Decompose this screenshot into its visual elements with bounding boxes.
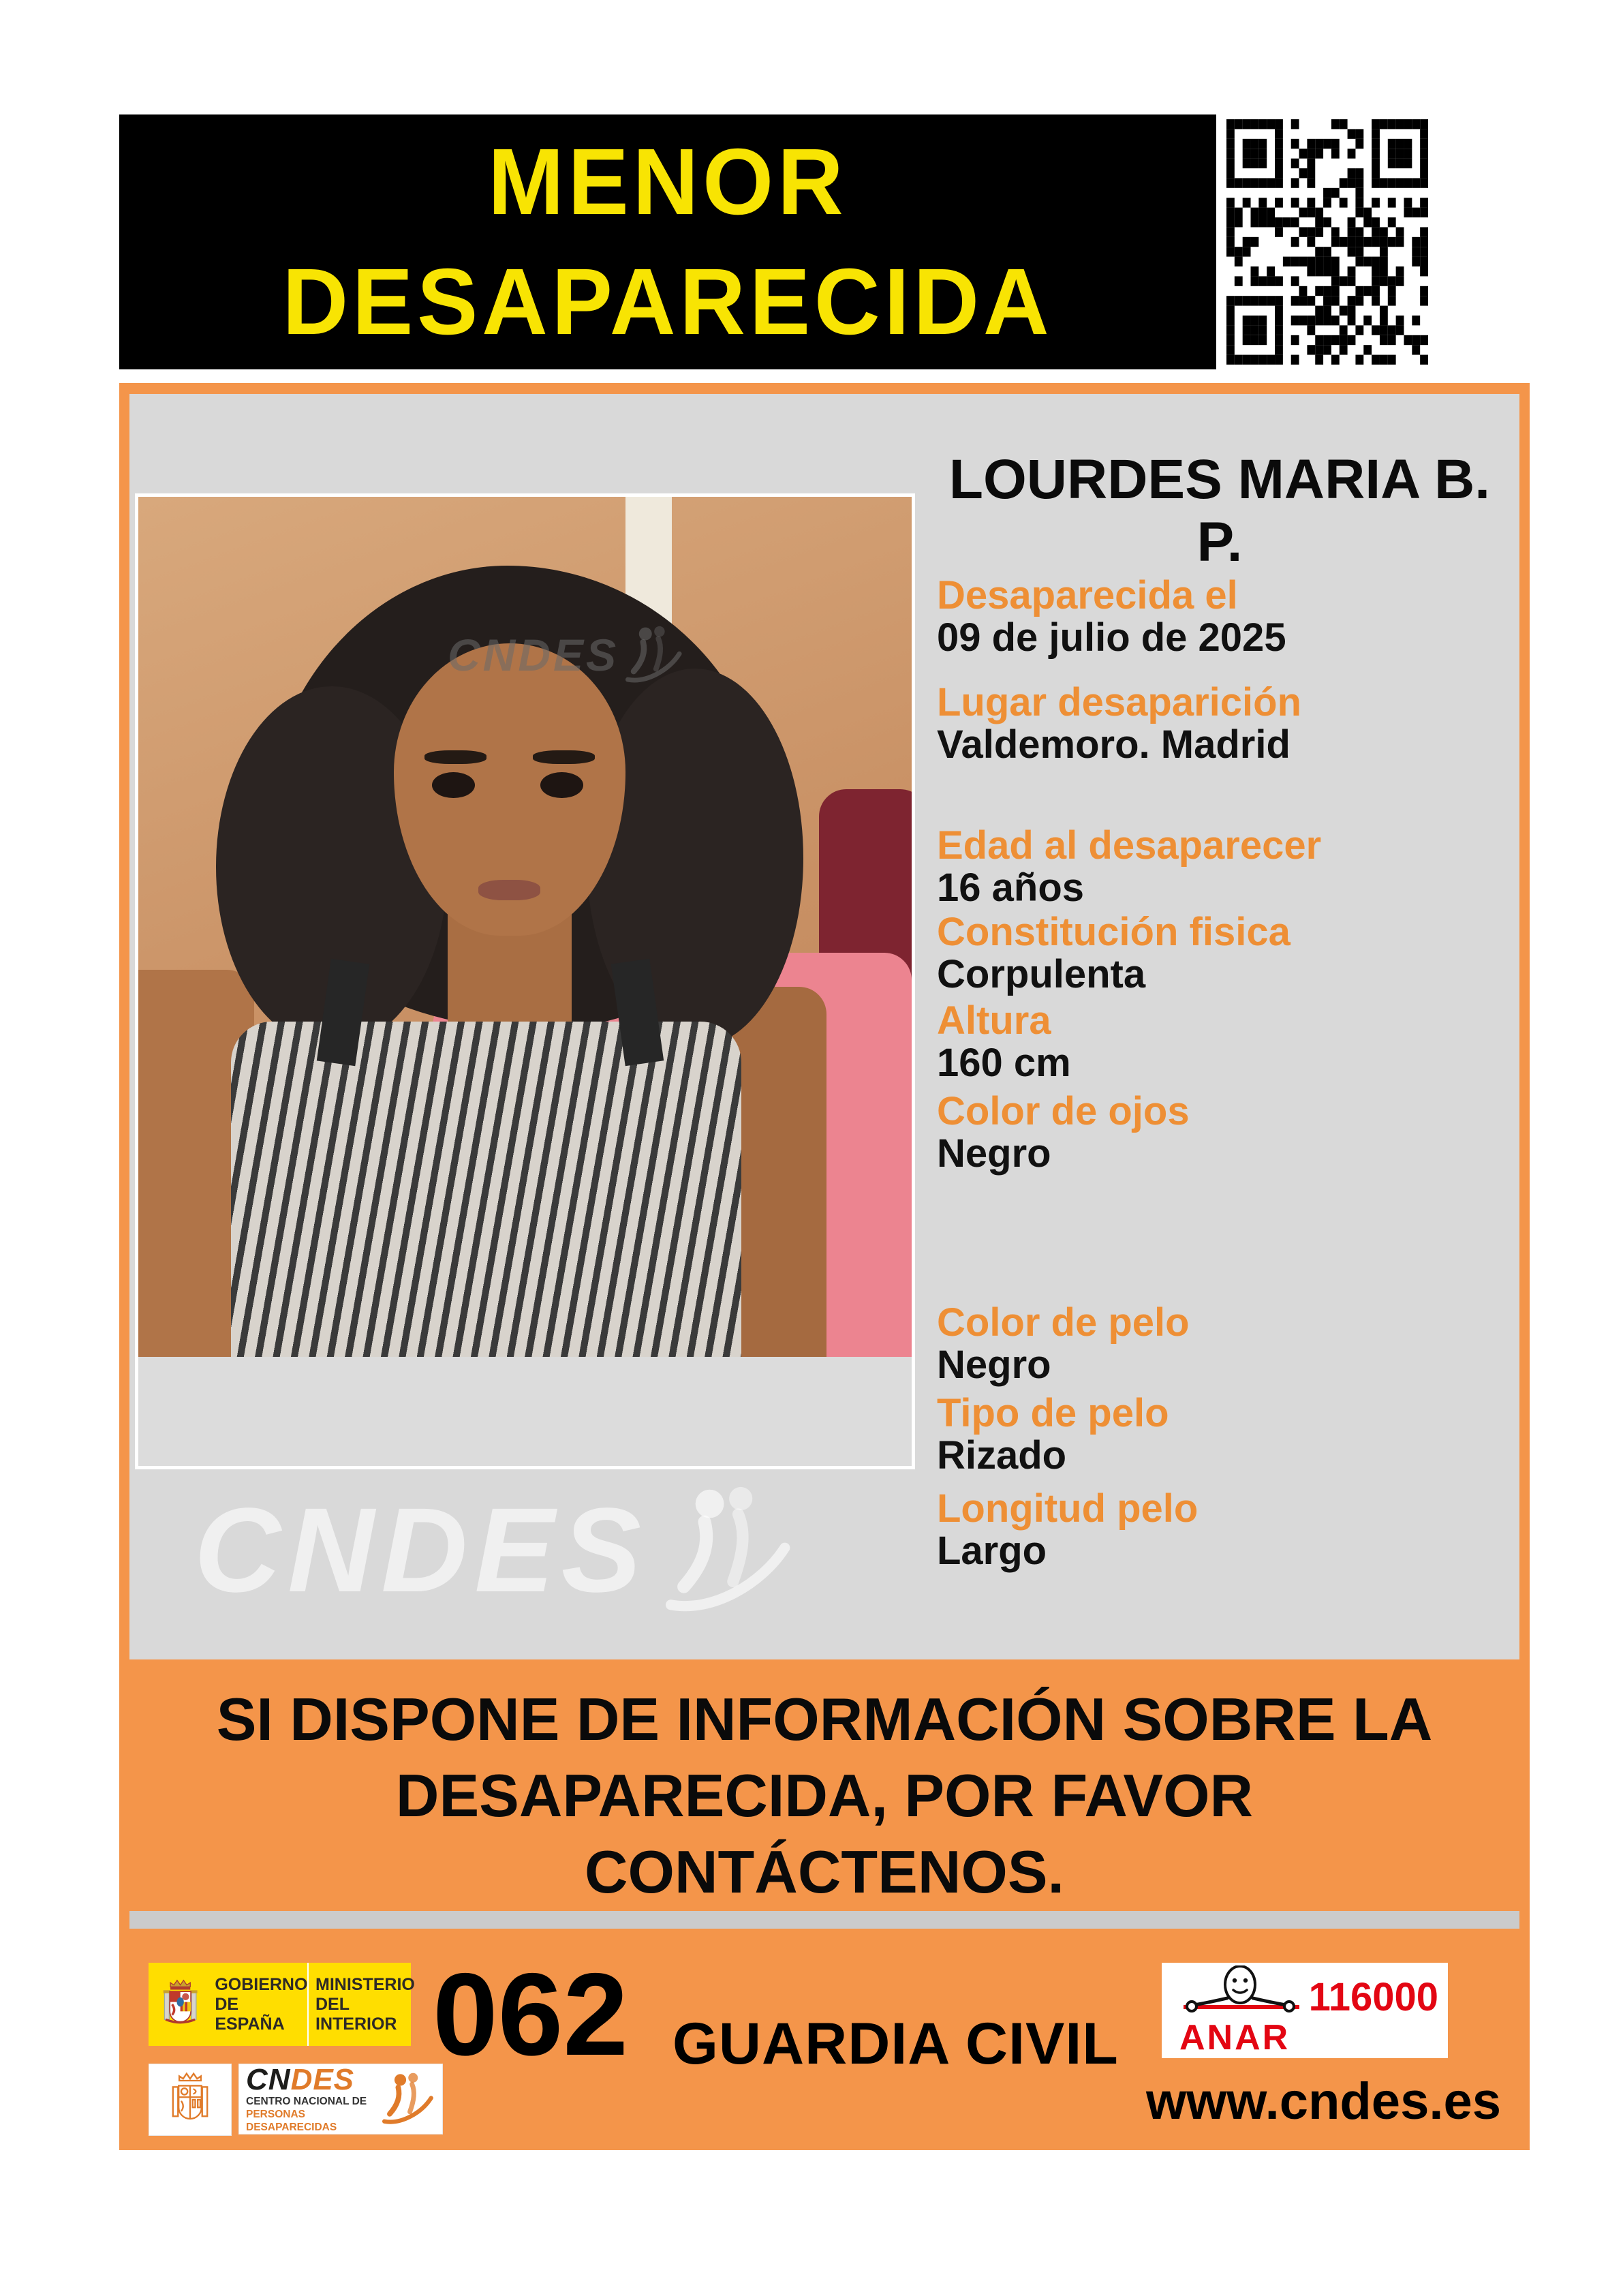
gobierno-line1: GOBIERNO [215,1974,308,1994]
cndes-runners-icon [382,2070,435,2128]
field-value: 160 cm [937,1041,1071,1085]
qr-code-icon [1226,119,1428,365]
person-name-line2: P. [1196,511,1243,573]
cndes-acronym-des: DES [290,2062,355,2096]
photo-figure-eye [432,772,474,798]
guardia-civil-label: GUARDIA CIVIL [673,2011,1119,2077]
photo-figure-eye [540,772,583,798]
field-longitud-pelo [937,1488,1509,1572]
field-color-ojos [937,1090,1509,1175]
field-value: Negro [937,1343,1051,1387]
field-value: Largo [937,1529,1047,1573]
field-label: Color de ojos [937,1089,1190,1133]
cndes-acronym-cn: CN [246,2062,291,2096]
field-constitucion [937,911,1509,996]
cndes-acronym [246,2062,377,2096]
cndes-runners-icon [666,1486,795,1615]
coat-of-arms-outline-icon [161,2067,219,2132]
field-label: Edad al desaparecer [937,823,1322,868]
alert-banner-line2: DESAPARECIDA [282,249,1053,354]
cndes-subtitle-line1: CENTRO NACIONAL DE [246,2095,367,2107]
photo-figure-brow [424,750,486,764]
photo-figure-striped-top [231,1022,741,1357]
field-value: Corpulenta [937,952,1146,996]
info-panel [129,394,1519,1659]
person-name-line1: LOURDES MARIA B. [948,448,1491,510]
field-value: 09 de julio de 2025 [937,615,1286,660]
field-label: Color de pelo [937,1300,1190,1345]
ministerio-line1: MINISTERIO [315,1974,415,1994]
field-label: Altura [937,998,1051,1043]
field-label: Lugar desaparición [937,680,1302,724]
field-value: Valdemoro. Madrid [937,722,1290,767]
cndes-photo-watermark [448,626,684,684]
ministerio-label [315,1974,415,2034]
gobierno-separator [307,1963,309,2046]
photo-card [135,493,915,1469]
field-lugar-desaparicion [937,682,1509,766]
field-label: Longitud pelo [937,1486,1199,1531]
anar-logo-box [1162,1963,1448,2058]
contact-appeal-line2: DESAPARECIDA, POR FAVOR [395,1762,1254,1829]
missing-person-photo [138,497,912,1357]
cndes-panel-watermark [194,1482,795,1619]
field-label: Tipo de pelo [937,1391,1169,1435]
field-value: Negro [937,1131,1051,1176]
anar-label: ANAR [1179,2018,1290,2057]
alert-banner [119,114,1216,369]
alert-banner-line1: MENOR [488,129,848,234]
anar-phone-116000: 116000 [1308,1975,1438,2019]
field-edad [937,825,1509,909]
cndes-subtitle-line2: PERSONAS DESAPARECIDAS [246,2108,337,2133]
contact-appeal-line1: SI DISPONE DE INFORMACIÓN SOBRE LA [216,1685,1433,1753]
main-content-box [119,383,1530,2150]
footer-divider [129,1911,1519,1929]
emergency-phone-062: 062 [433,1949,628,2080]
field-value: 16 años [937,866,1084,910]
field-color-pelo [937,1302,1509,1386]
gobierno-logo-box [149,1963,415,2046]
cndes-runners-icon [625,626,684,684]
photo-figure-mouth [478,880,540,900]
contact-appeal-line3: CONTÁCTENOS. [585,1838,1064,1905]
qr-code-icon [1226,119,1428,365]
gobierno-line2: DE ESPAÑA [215,1994,285,2034]
contact-appeal [119,1681,1530,1910]
cndes-watermark-text: CNDES [194,1484,649,1617]
cndes-coat-of-arms-box [149,2064,232,2136]
person-name [920,448,1519,574]
field-value: Rizado [937,1433,1067,1478]
field-fecha-desaparicion [937,575,1509,659]
field-label: Desaparecida el [937,573,1238,617]
field-tipo-pelo [937,1392,1509,1477]
cndes-watermark-text: CNDES [448,630,619,681]
photo-figure-brow [533,750,595,764]
ministerio-line2: DEL INTERIOR [315,1994,397,2034]
cndes-logo-box [238,2064,443,2134]
field-label: Constitución fisica [937,910,1290,954]
gobierno-label [215,1974,308,2034]
cndes-website: www.cndes.es [1146,2072,1501,2130]
field-altura [937,1000,1509,1084]
spain-coat-of-arms-icon [154,1968,206,2041]
